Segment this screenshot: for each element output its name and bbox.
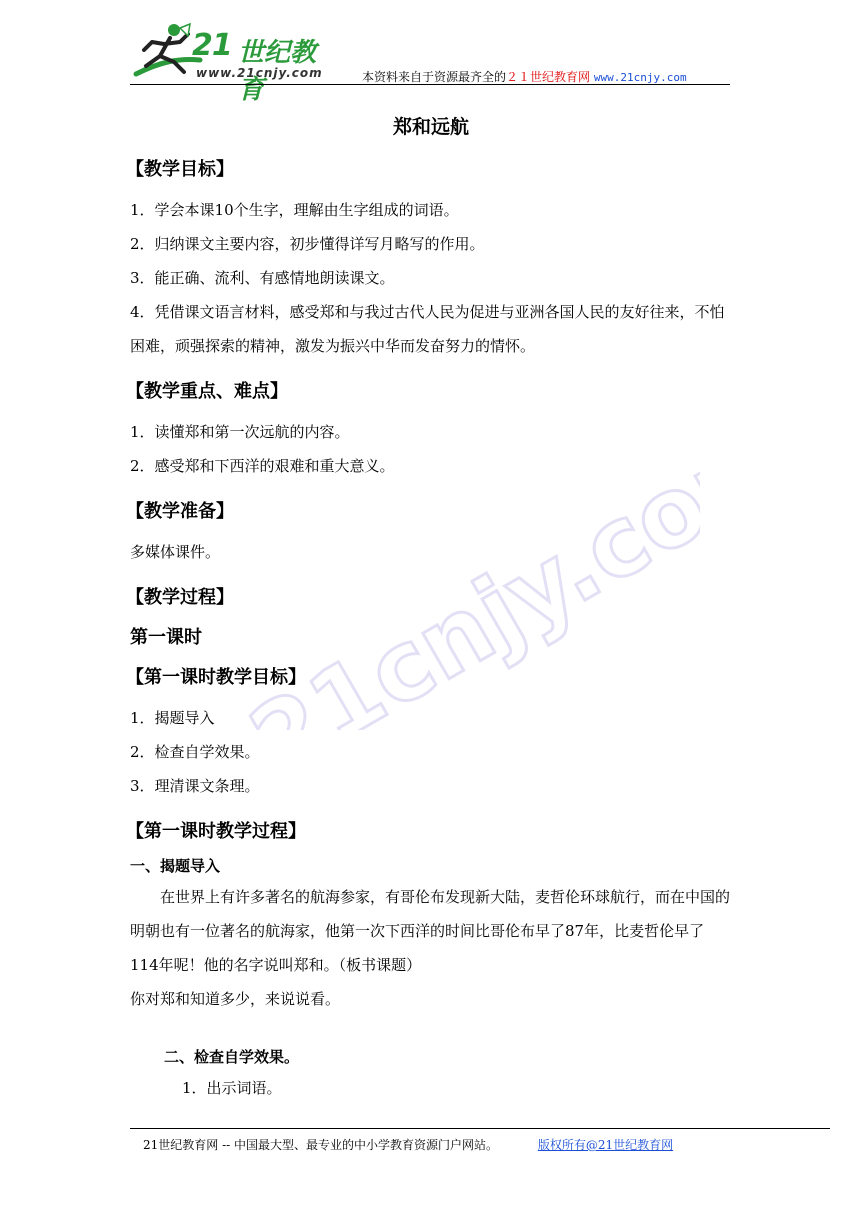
watermark-text: 21cnjy.com [232,430,700,730]
document-body [126,112,732,1105]
step2-item: 1．出示词语。 [182,1079,282,1097]
keypoint-item: 2．感受郑和下西洋的艰难和重大意义。 [130,457,395,475]
header-note-prefix: 本资料来自于资源最齐全的 [362,70,507,84]
prep-heading: 【教学准备】 [126,501,234,522]
copyright-link[interactable]: 版权所有@21世纪教育网 [537,1138,674,1152]
lesson1-goal-item: 2．检查自学效果。 [130,743,260,761]
logo-chinese: 世纪教育 [238,38,317,105]
process-heading: 【教学过程】 [126,587,234,608]
step2-heading: 二、检查自学效果。 [164,1048,300,1066]
prep-text: 多媒体课件。 [130,543,221,561]
footer-divider [130,1128,830,1129]
lesson1-heading: 第一课时 [130,627,202,648]
logo-number: 21 [192,28,232,63]
header-site-name[interactable]: ２１世纪教育网 [506,70,591,84]
keypoints-heading: 【教学重点、难点】 [126,381,288,402]
lesson1-goal-item: 3．理清课文条理。 [130,777,260,795]
goal-item: 3．能正确、流利、有感情地朗读课文。 [130,269,395,287]
page-title: 郑和远航 [392,116,469,138]
goal-item: 4．凭借课文语言材料，感受郑和与我过古代人民为促进与亚洲各国人民的友好往来，不怕困难，顽强探索的精神，激发为振兴中华而发奋努力的情怀。 [130,303,725,355]
goal-item: 1．学会本课10个生字，理解由生字组成的词语。 [130,201,459,219]
step1-heading: 一、揭题导入 [130,857,221,875]
site-logo[interactable] [130,22,340,105]
goal-item: 2．归纳课文主要内容，初步懂得详写月略写的作用。 [130,235,485,253]
step1-paragraph: 在世界上有许多著名的航海参家，有哥伦布发现新大陆，麦哲伦环球航行，而在中国的明朝也有一位著名的航海家，他第一次下西洋的时间比哥伦布早了87年，比麦哲伦早了114年呢！他的名字说叫郑和。（板书课题） [130,888,731,974]
header-note [362,68,687,85]
header-url-link[interactable]: www.21cnjy.com [593,71,687,84]
page-footer [143,1136,673,1153]
goals-heading: 【教学目标】 [126,159,234,180]
lesson1-process-heading: 【第一课时教学过程】 [126,821,306,842]
keypoint-item: 1．读懂郑和第一次远航的内容。 [130,423,350,441]
logo-url: www.21cnjy.com [196,66,323,80]
page-header [130,22,730,105]
step1-question: 你对郑和知道多少，来说说看。 [130,990,341,1008]
footer-text: 21世纪教育网 -- 中国最大型、最专业的中小学教育资源门户网站。 [143,1138,499,1152]
lesson1-goal-item: 1．揭题导入 [130,709,215,727]
header-divider [130,84,730,85]
lesson1-goals-heading: 【第一课时教学目标】 [126,667,306,688]
